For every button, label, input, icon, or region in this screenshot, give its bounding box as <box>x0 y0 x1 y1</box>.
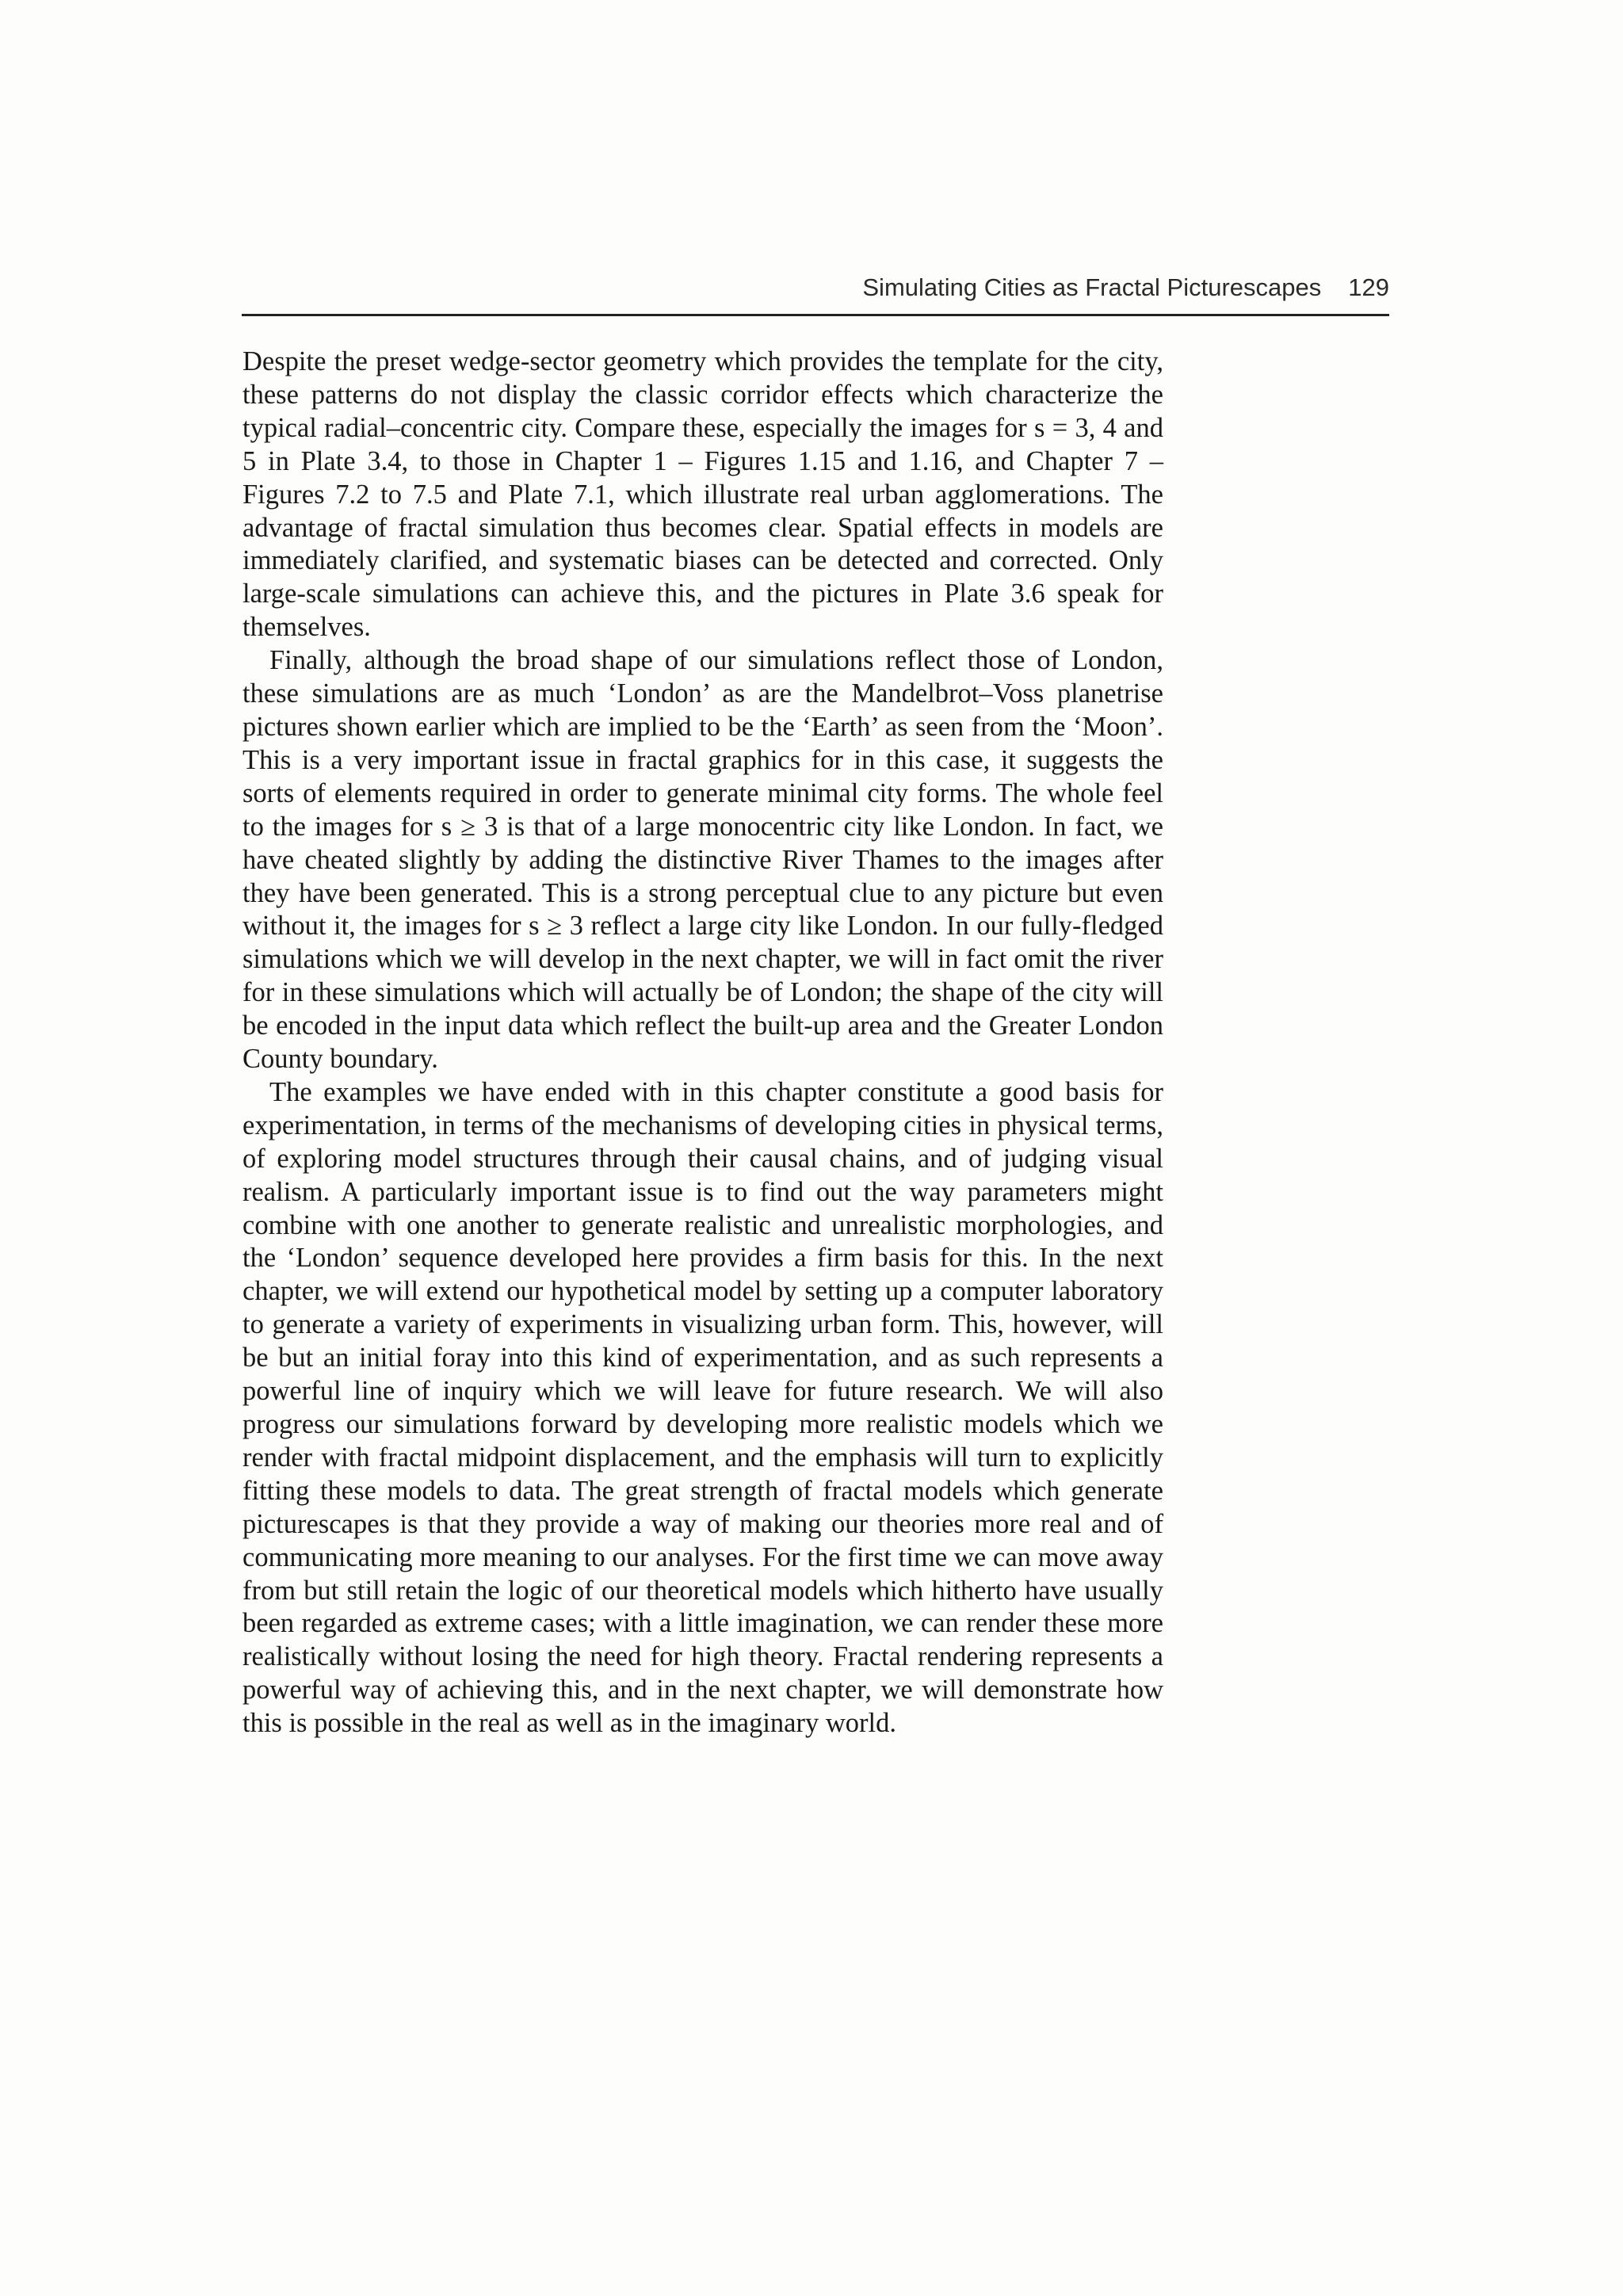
body-text <box>242 346 1163 1740</box>
paragraph-1: Despite the preset wedge-sector geometry which provides the template for the city, these patterns do not display the classic corridor effects which characterize the typical radial–concentric city. Compare these, especially the images for s = 3, 4 and 5 in Plate 3.4, to those in Chapter 1 – Figures 1.15 and 1.16, and Chapter 7 – Figures 7.2 to 7.5 and Plate 7.1, which illustrate real urban agglomerations. The advantage of fractal simulation thus becomes clear. Spatial effects in models are immediately clarified, and systematic biases can be detected and corrected. Only large-scale simulations can achieve this, and the pictures in Plate 3.6 speak for themselves. <box>242 346 1163 643</box>
paragraph-3: The examples we have ended with in this chapter constitute a good basis for experimentation, in terms of the mechanisms of developing cities in physical terms, of exploring model structures through their causal chains, and of judging visual realism. A particularly important issue is to find out the way parameters might combine with one another to generate realistic and unrealistic morphologies, and the ‘London’ sequence developed here provides a firm basis for this. In the next chapter, we will extend our hypothetical model by setting up a computer laboratory to generate a variety of experiments in visualizing urban form. This, however, will be but an initial foray into this kind of experimentation, and as such represents a powerful line of inquiry which we will leave for future research. We will also progress our simulations forward by developing more realistic models which we render with fractal midpoint displacement, and the emphasis will turn to explicitly fitting these models to data. The great strength of fractal models which generate picturescapes is that they provide a way of making our theories more real and of communicating more meaning to our analyses. For the first time we can move away from but still retain the logic of our theoretical models which hitherto have usually been regarded as extreme cases; with a little imagination, we can render these more realistically without losing the need for high theory. Fractal rendering represents a powerful way of achieving this, and in the next chapter, we will demonstrate how this is possible in the real as well as in the imaginary world. <box>242 1076 1163 1739</box>
page-number: 129 <box>1348 273 1389 301</box>
running-head <box>242 273 1389 313</box>
header-rule <box>242 314 1389 316</box>
paragraph-2: Finally, although the broad shape of our simulations reflect those of London, these simulations are as much ‘London’ as are the Mandelbrot–Voss planetrise pictures shown earlier which are implied to be the ‘Earth’ as seen from the ‘Moon’. This is a very important issue in fractal graphics for in this case, it suggests the sorts of elements required in order to generate minimal city forms. The whole feel to the images for s ≥ 3 is that of a large monocentric city like London. In fact, we have cheated slightly by adding the distinctive River Thames to the images after they have been generated. This is a strong perceptual clue to any picture but even without it, the images for s ≥ 3 reflect a large city like London. In our fully-fledged simulations which we will develop in the next chapter, we will in fact omit the river for in these simulations which will actually be of London; the shape of the city will be encoded in the input data which reflect the built-up area and the Greater London County boundary. <box>242 645 1163 1075</box>
running-title: Simulating Cities as Fractal Picturescapes <box>862 273 1322 301</box>
